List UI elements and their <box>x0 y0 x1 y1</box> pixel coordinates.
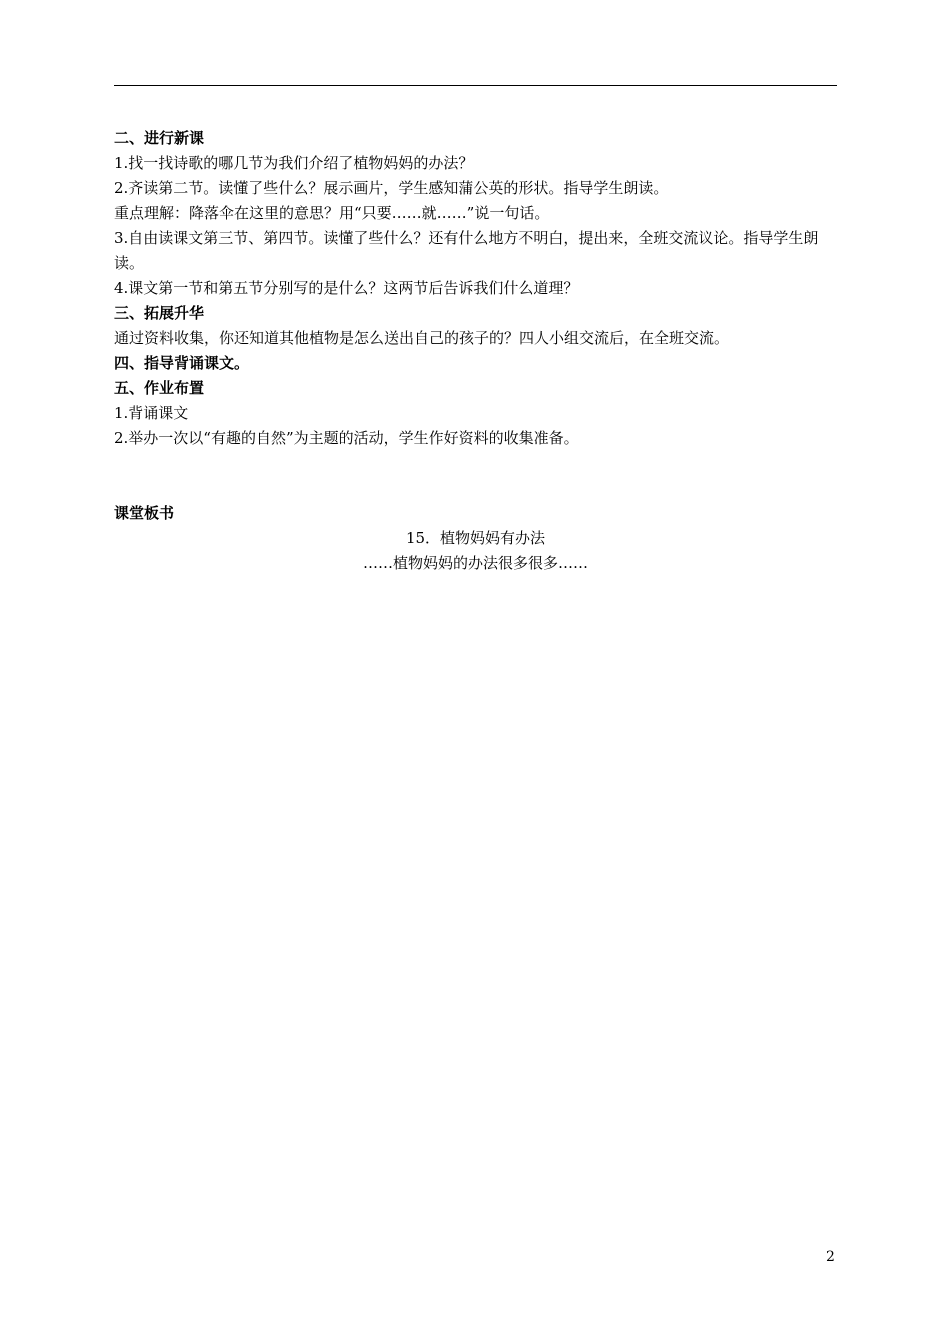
new-lesson-item-1: 1.找一找诗歌的哪几节为我们介绍了植物妈妈的办法？ <box>114 154 474 172</box>
document-body <box>114 126 837 576</box>
section-heading-recite: 四、指导背诵课文。 <box>114 354 250 372</box>
board-title: 15．植物妈妈有办法 <box>405 529 546 547</box>
new-lesson-item-2: 2.齐读第二节。读懂了些什么？展示画片，学生感知蒲公英的形状。指导学生朗读。 <box>114 179 669 197</box>
homework-item-2: 2.举办一次以“有趣的自然”为主题的活动，学生作好资料的收集准备。 <box>114 429 579 447</box>
section-heading-board: 课堂板书 <box>114 504 175 522</box>
extension-text: 通过资料收集，你还知道其他植物是怎么送出自己的孩子的？四人小组交流后，在全班交流。 <box>114 329 730 347</box>
section-heading-new-lesson: 二、进行新课 <box>114 129 205 147</box>
new-lesson-item-3: 3.自由读课文第三节、第四节。读懂了些什么？还有什么地方不明白，提出来，全班交流议论。指导学生朗读。 <box>114 229 819 272</box>
section-heading-extension: 三、拓展升华 <box>114 304 205 322</box>
board-line: ……植物妈妈的办法很多很多…… <box>362 554 588 572</box>
header-rule <box>114 85 837 86</box>
homework-item-1: 1.背诵课文 <box>114 404 189 422</box>
page-number: 2 <box>826 1249 835 1265</box>
new-lesson-key-point: 重点理解：降落伞在这里的意思？用“只要……就……”说一句话。 <box>114 204 550 222</box>
new-lesson-item-4: 4.课文第一节和第五节分别写的是什么？这两节后告诉我们什么道理？ <box>114 279 579 297</box>
section-heading-homework: 五、作业布置 <box>114 379 205 397</box>
section-spacer <box>114 451 837 501</box>
